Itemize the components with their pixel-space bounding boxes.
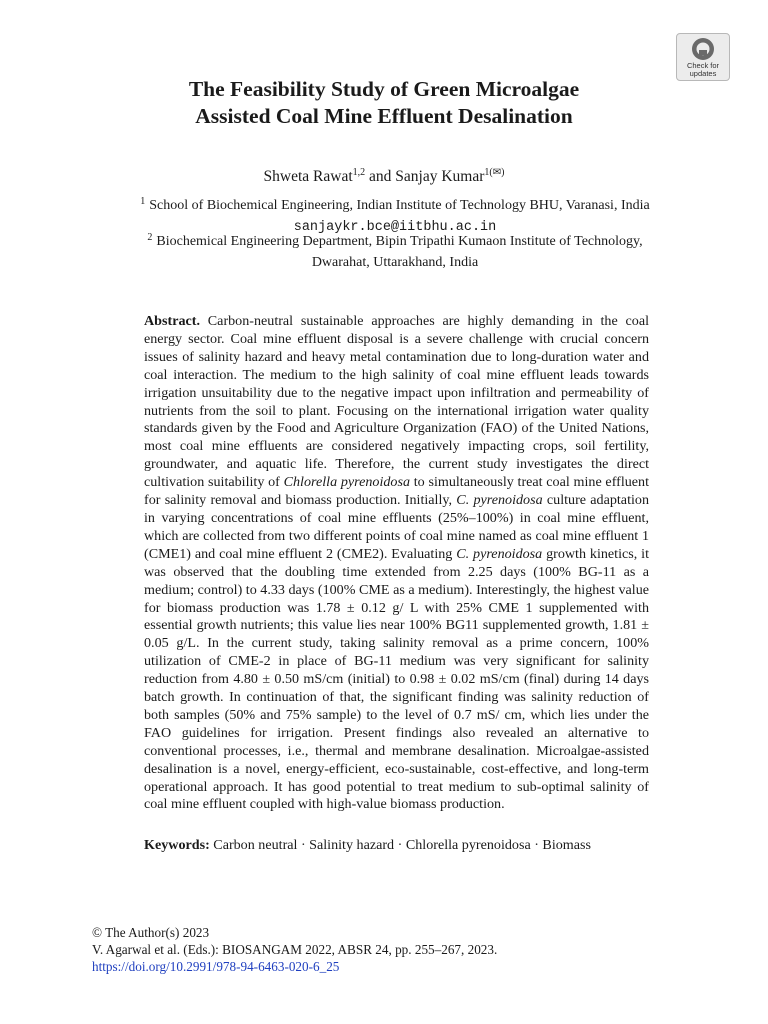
affiliation-marker: 2 bbox=[147, 232, 153, 243]
abstract-text: culture adaptation in varying concentrations of coal mine effluents (25%–100%) in coal mine effluent, which are collected from two different points of coal mine named as coal mine effluent 1 (CME1) and coal mine effluent 2 (CME2). Evaluating bbox=[144, 492, 649, 562]
abstract bbox=[144, 313, 649, 814]
check-for-updates-icon bbox=[691, 37, 715, 61]
affiliation-1 bbox=[100, 196, 690, 237]
species-name: C. pyrenoidosa bbox=[456, 492, 543, 509]
author-affiliation-marker: 1,2 bbox=[352, 167, 366, 178]
author-name: Shweta Rawat bbox=[263, 168, 353, 186]
abstract-text: to simultaneously treat coal mine effluent for salinity removal and biomass production. Initially, bbox=[144, 474, 650, 509]
author-affiliation-marker: 1(✉) bbox=[484, 167, 505, 178]
species-name: C. pyrenoidosa bbox=[456, 545, 543, 562]
keywords-list: Carbon neutral · Salinity hazard · Chlorella pyrenoidosa · Biomass bbox=[209, 837, 591, 853]
abstract-text: Carbon-neutral sustainable approaches are highly demanding in the coal energy sector. Coal mine effluent disposal is a severe challenge with crucial concern issues of salinity hazard and heavy metal contamination due to long-duration water and coal interaction. The medium to the high salinity of coal mine effluent leads towards irrigation unsuitability due to the negative impact upon infiltration and permeability of nutrients from the soil to plant. Focusing on the international irrigation water quality standards given by the Food and Agriculture Organization (FAO) of the United Nations, most coal mine effluents are considered negatively impacting crops, soil fertility, groundwater, and aquatic life. Therefore, the current study investigates the direct cultivation suitability of bbox=[144, 313, 649, 491]
publication-footer bbox=[92, 924, 692, 976]
doi-link[interactable]: https://doi.org/10.2991/978-94-6463-020-6_25 bbox=[92, 959, 340, 975]
affiliation-text-line-2: Dwarahat, Uttarakhand, India bbox=[311, 254, 479, 270]
citation: V. Agarwal et al. (Eds.): BIOSANGAM 2022, ABSR 24, pp. 255–267, 2023. bbox=[92, 942, 498, 958]
badge-line-2: updates bbox=[689, 69, 717, 78]
keywords-label: Keywords: bbox=[144, 837, 210, 853]
abstract-label: Abstract. bbox=[144, 313, 200, 329]
author-list bbox=[0, 162, 768, 188]
badge-line-1: Check for bbox=[686, 61, 720, 70]
author-email-link[interactable]: sanjaykr.bce@iitbhu.ac.in bbox=[293, 219, 497, 235]
author-connector: and bbox=[365, 168, 396, 186]
keywords bbox=[144, 836, 664, 854]
affiliation-text: School of Biochemical Engineering, Indian Institute of Technology BHU, Varanasi, India bbox=[149, 198, 650, 213]
paper-title bbox=[0, 76, 768, 130]
affiliation-marker: 1 bbox=[140, 196, 146, 207]
check-for-updates-badge[interactable] bbox=[676, 33, 730, 81]
title-line-1: The Feasibility Study of Green Microalgae bbox=[188, 77, 580, 101]
author-name: Sanjay Kumar bbox=[395, 168, 485, 186]
species-name: Chlorella pyrenoidosa bbox=[283, 474, 411, 491]
abstract-text: growth kinetics, it was observed that the doubling time extended from 2.25 days (100% BG-11 as a medium; control) to 4.33 days (100% CME as a medium). Interestingly, the highest value for biomass production was 1.78 ± 0.12 g/ L with 25% CME 1 supplemented with essential growth nutrients; this value lies near 100% BG11 supplemented growth, 1.81 ± 0.05 g/L. In the current study, taking salinity removal as a prime concern, 100% utilization of CME-2 in place of BG-11 medium was very significant for salinity reduction from 4.80 ± 0.50 mS/cm (initial) to 0.98 ± 0.02 mS/cm (final) during 14 days batch growth. In continuation of that, the significant finding was salinity reduction of both samples (50% and 75% sample) to the level of 0.7 mS/ cm, which lies under the FAO guidelines for irrigation. Present findings also revealed an alternative to conventional processes, i.e., thermal and membrane desalination. Microalgae-assisted desalination is a novel, energy-efficient, eco-sustainable, cost-effective, and long-term operational approach. It has good potential to treat medium to sub-optimal salinity of coal mine effluent coupled with high-value biomass production. bbox=[144, 545, 649, 813]
title-line-2: Assisted Coal Mine Effluent Desalination bbox=[195, 104, 573, 128]
copyright-notice: © The Author(s) 2023 bbox=[92, 925, 210, 940]
affiliation-text: Biochemical Engineering Department, Bipin Tripathi Kumaon Institute of Technology, bbox=[156, 234, 643, 249]
affiliation-2 bbox=[100, 232, 690, 272]
